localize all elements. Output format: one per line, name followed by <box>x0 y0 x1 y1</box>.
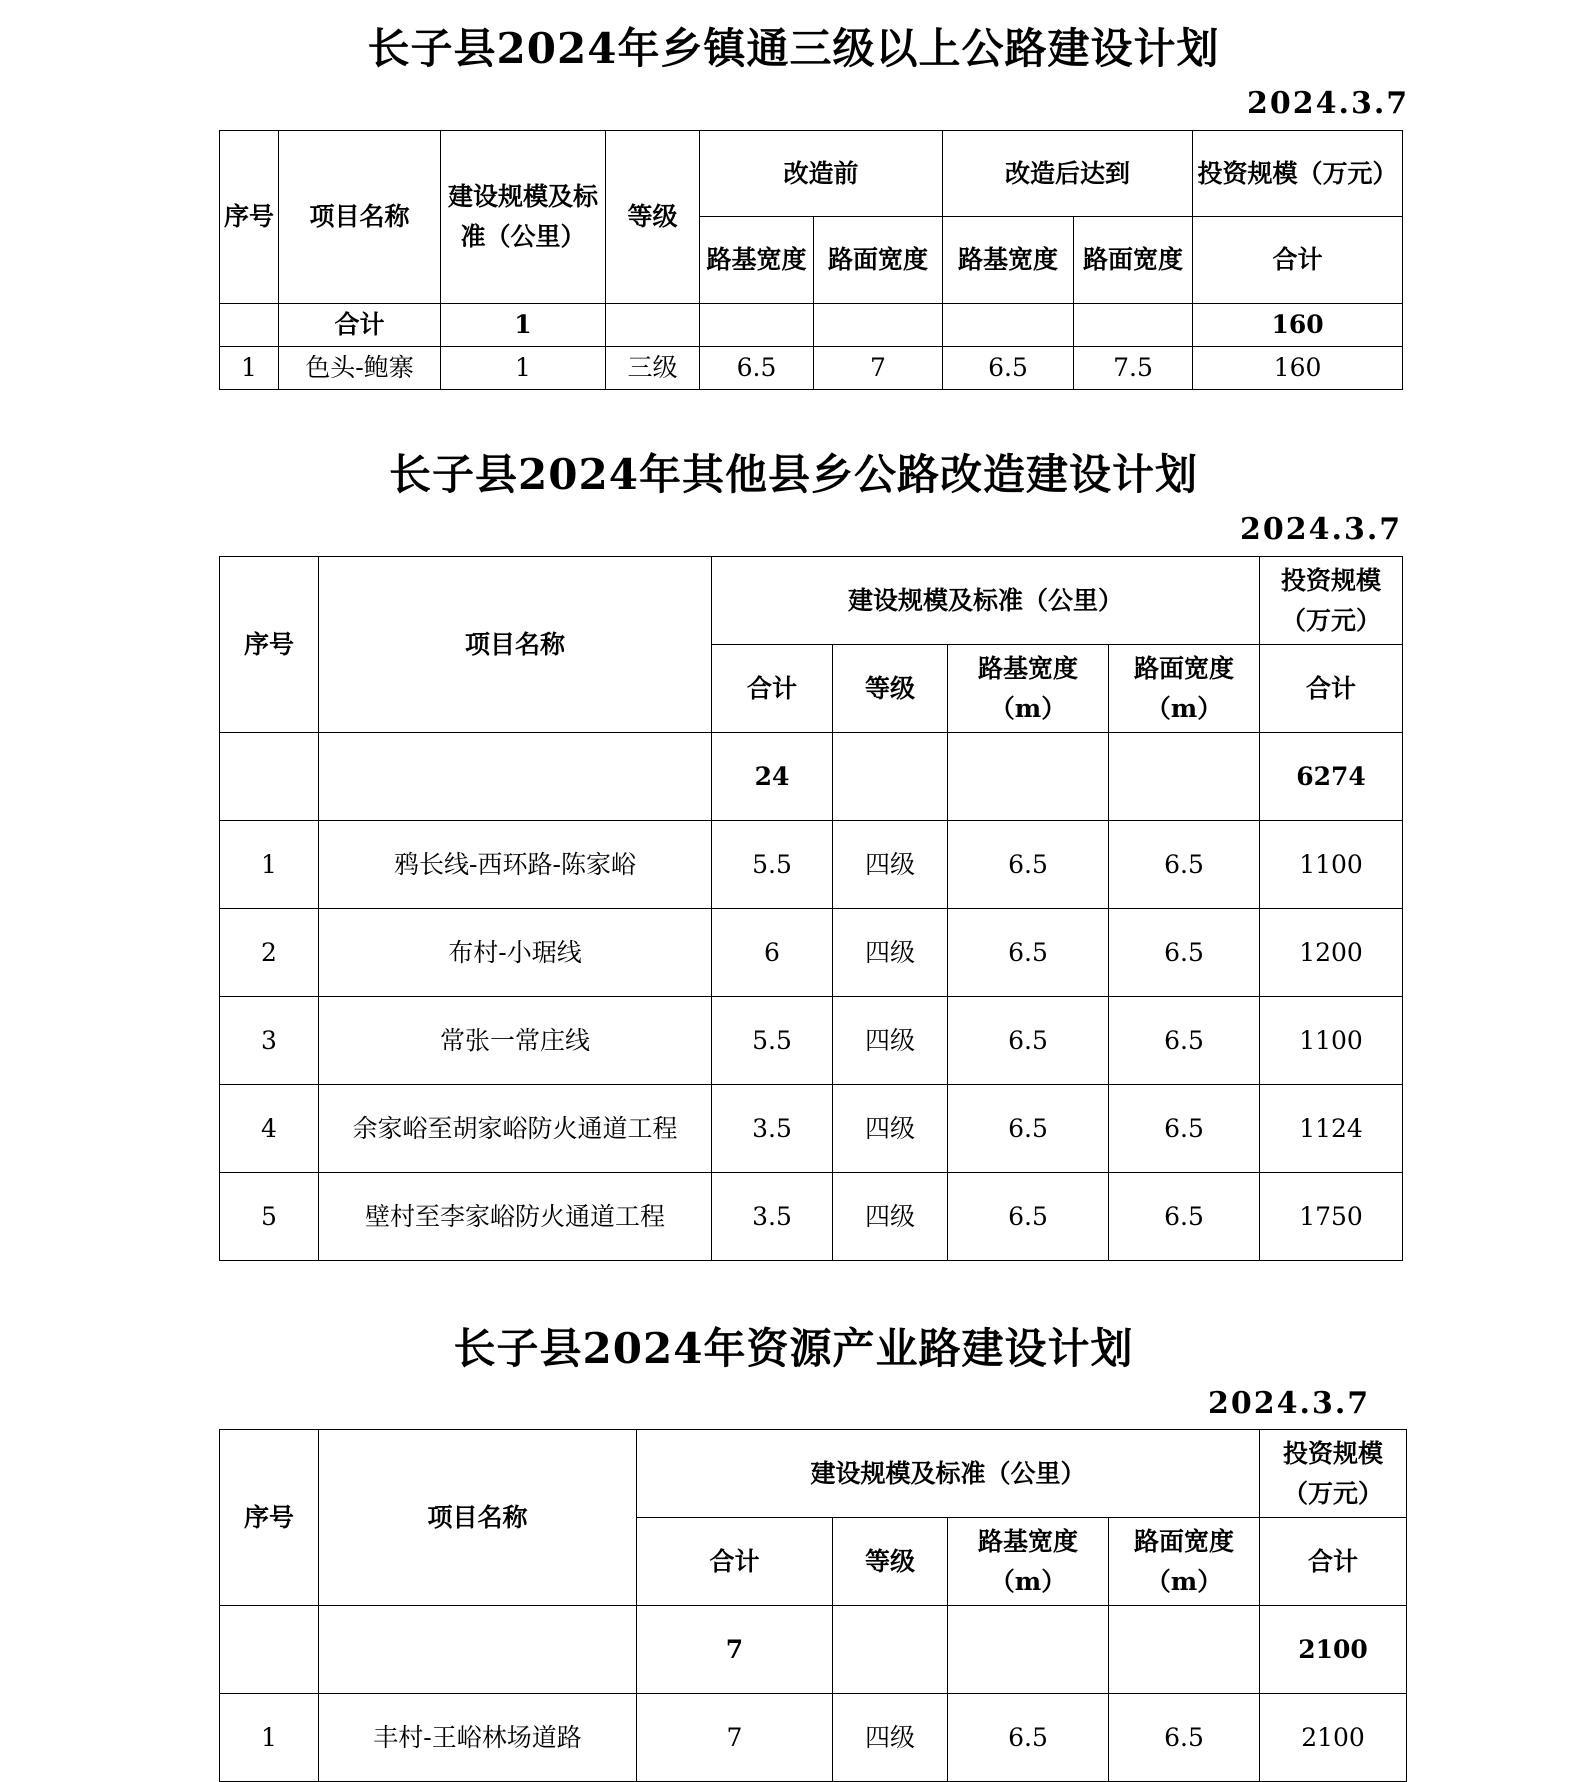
row-subgrade: 6.5 <box>948 997 1109 1085</box>
table3-header-seq: 序号 <box>220 1430 319 1606</box>
table1 <box>219 130 1403 390</box>
table2-total-row <box>220 733 1403 821</box>
row-total: 6 <box>712 909 833 997</box>
table1-total-invest: 160 <box>1193 304 1403 347</box>
table1-total-scale: 1 <box>441 304 606 347</box>
table3-header-invest: 投资规模（万元） <box>1260 1430 1407 1518</box>
row-name: 余家峪至胡家峪防火通道工程 <box>319 1085 712 1173</box>
table1-date: 2024.3.7 <box>1247 86 1410 121</box>
table1-header-after-subgrade: 路基宽度 <box>943 217 1074 304</box>
row-after-surface: 7.5 <box>1074 347 1193 390</box>
table2-header-scale: 建设规模及标准（公里） <box>712 557 1260 645</box>
row-invest: 1750 <box>1260 1173 1403 1261</box>
row-total: 5.5 <box>712 821 833 909</box>
row-grade: 四级 <box>833 821 948 909</box>
table-row <box>220 1694 1407 1782</box>
row-subgrade: 6.5 <box>948 1085 1109 1173</box>
table1-header-before-surface: 路面宽度 <box>814 217 943 304</box>
table2-title: 长子县2024年其他县乡公路改造建设计划 <box>389 450 1198 499</box>
row-name: 壁村至李家峪防火通道工程 <box>319 1173 712 1261</box>
table-row <box>220 997 1403 1085</box>
row-invest: 160 <box>1193 347 1403 390</box>
row-invest: 1100 <box>1260 821 1403 909</box>
row-grade: 四级 <box>833 997 948 1085</box>
table2-header-grade: 等级 <box>833 645 948 733</box>
row-seq: 1 <box>220 347 279 390</box>
table2-header-subgrade: 路基宽度（m） <box>948 645 1109 733</box>
table3-header-scale: 建设规模及标准（公里） <box>637 1430 1260 1518</box>
row-seq: 1 <box>220 1694 319 1782</box>
row-name: 丰村-王峪林场道路 <box>319 1694 637 1782</box>
table2-header-total: 合计 <box>712 645 833 733</box>
table3-header-name: 项目名称 <box>319 1430 637 1606</box>
table3-header-grade: 等级 <box>833 1518 948 1606</box>
table-row <box>220 821 1403 909</box>
table3 <box>219 1429 1407 1782</box>
row-grade: 三级 <box>606 347 700 390</box>
table3-header-invest-total: 合计 <box>1260 1518 1407 1606</box>
row-subgrade: 6.5 <box>948 1173 1109 1261</box>
table2 <box>219 556 1403 1261</box>
table3-total-row <box>220 1606 1407 1694</box>
table1-title: 长子县2024年乡镇通三级以上公路建设计划 <box>367 24 1220 73</box>
table2-total-km: 24 <box>712 733 833 821</box>
table1-header-before-subgrade: 路基宽度 <box>700 217 814 304</box>
table3-header-subgrade: 路基宽度（m） <box>948 1518 1109 1606</box>
row-name: 布村-小琚线 <box>319 909 712 997</box>
row-surface: 6.5 <box>1109 1173 1260 1261</box>
table3-total-invest: 2100 <box>1260 1606 1407 1694</box>
row-name: 色头-鲍寨 <box>279 347 441 390</box>
row-name: 鸦长线-西环路-陈家峪 <box>319 821 712 909</box>
row-invest: 1124 <box>1260 1085 1403 1173</box>
table2-header-name: 项目名称 <box>319 557 712 733</box>
table1-header-after-surface: 路面宽度 <box>1074 217 1193 304</box>
table3-date: 2024.3.7 <box>1208 1386 1371 1421</box>
row-subgrade: 6.5 <box>948 909 1109 997</box>
table2-date: 2024.3.7 <box>1240 512 1403 547</box>
row-after-subgrade: 6.5 <box>943 347 1074 390</box>
row-seq: 5 <box>220 1173 319 1261</box>
row-scale: 1 <box>441 347 606 390</box>
table-row <box>220 1173 1403 1261</box>
row-grade: 四级 <box>833 1173 948 1261</box>
table3-header-surface: 路面宽度（m） <box>1109 1518 1260 1606</box>
table2-header-seq: 序号 <box>220 557 319 733</box>
table3-header-total: 合计 <box>637 1518 833 1606</box>
row-grade: 四级 <box>833 909 948 997</box>
row-invest: 2100 <box>1260 1694 1407 1782</box>
table2-header-invest-total: 合计 <box>1260 645 1403 733</box>
table2-total-invest: 6274 <box>1260 733 1403 821</box>
table1-total-row <box>220 304 1403 347</box>
table1-header-scale: 建设规模及标准（公里） <box>441 131 606 304</box>
table1-header-before: 改造前 <box>700 131 943 217</box>
table1-total-label: 合计 <box>279 304 441 347</box>
row-invest: 1100 <box>1260 997 1403 1085</box>
table1-header-invest-total: 合计 <box>1193 217 1403 304</box>
row-subgrade: 6.5 <box>948 1694 1109 1782</box>
row-name: 常张一常庄线 <box>319 997 712 1085</box>
row-seq: 4 <box>220 1085 319 1173</box>
row-surface: 6.5 <box>1109 821 1260 909</box>
table-row <box>220 347 1403 390</box>
row-grade: 四级 <box>833 1085 948 1173</box>
table-row <box>220 909 1403 997</box>
row-surface: 6.5 <box>1109 997 1260 1085</box>
table2-header-invest: 投资规模（万元） <box>1260 557 1403 645</box>
row-surface: 6.5 <box>1109 1085 1260 1173</box>
row-total: 7 <box>637 1694 833 1782</box>
row-before-subgrade: 6.5 <box>700 347 814 390</box>
table1-header-seq: 序号 <box>220 131 279 304</box>
table3-total-km: 7 <box>637 1606 833 1694</box>
row-total: 3.5 <box>712 1173 833 1261</box>
row-seq: 2 <box>220 909 319 997</box>
table-row <box>220 1085 1403 1173</box>
table1-header-after: 改造后达到 <box>943 131 1193 217</box>
row-surface: 6.5 <box>1109 909 1260 997</box>
table3-title: 长子县2024年资源产业路建设计划 <box>453 1324 1134 1373</box>
row-total: 3.5 <box>712 1085 833 1173</box>
row-grade: 四级 <box>833 1694 948 1782</box>
table1-header-grade: 等级 <box>606 131 700 304</box>
table2-header-surface: 路面宽度（m） <box>1109 645 1260 733</box>
table1-header-name: 项目名称 <box>279 131 441 304</box>
row-subgrade: 6.5 <box>948 821 1109 909</box>
row-seq: 1 <box>220 821 319 909</box>
row-before-surface: 7 <box>814 347 943 390</box>
row-seq: 3 <box>220 997 319 1085</box>
row-surface: 6.5 <box>1109 1694 1260 1782</box>
table1-header-invest: 投资规模（万元） <box>1193 131 1403 217</box>
row-total: 5.5 <box>712 997 833 1085</box>
row-invest: 1200 <box>1260 909 1403 997</box>
